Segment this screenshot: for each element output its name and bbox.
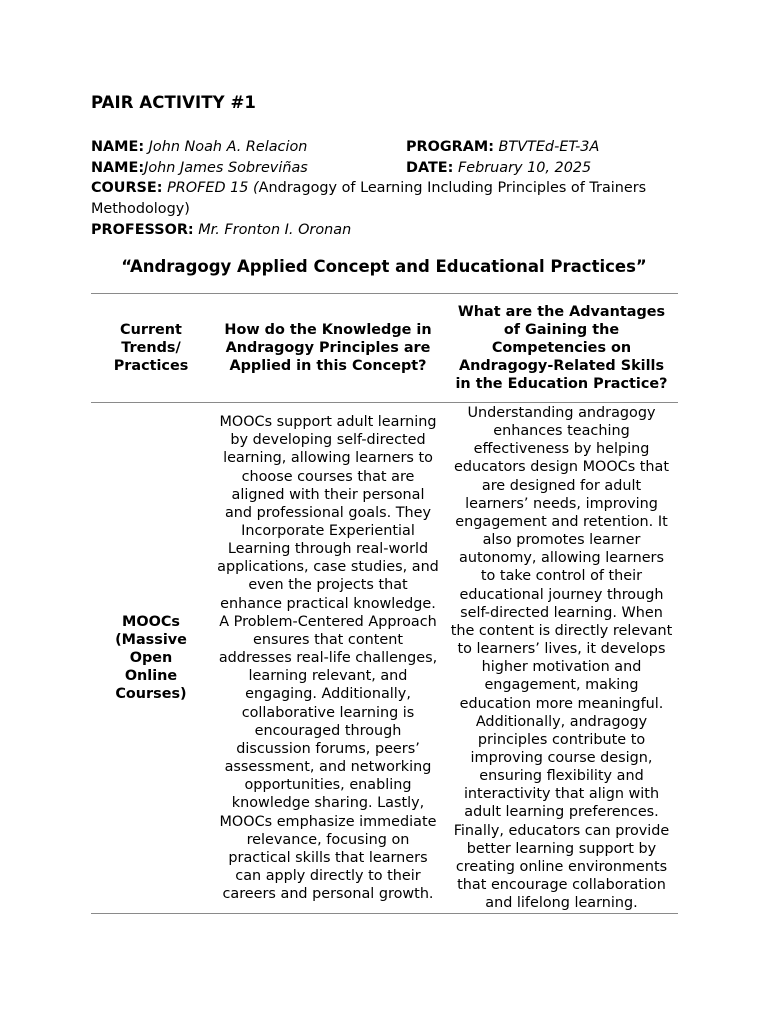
program-label: PROGRAM: bbox=[406, 139, 494, 155]
document-heading: “Andragogy Applied Concept and Educational Practices” bbox=[121, 257, 647, 276]
name-label-2: NAME: bbox=[91, 160, 145, 176]
course-label: COURSE: bbox=[91, 180, 163, 196]
column-header-practices: Current Trends/ Practices bbox=[91, 294, 211, 403]
professor-line bbox=[91, 220, 351, 240]
student-name-1: John Noah A. Relacion bbox=[148, 139, 308, 155]
name-label: NAME: bbox=[91, 139, 145, 155]
table-header-row bbox=[91, 294, 678, 403]
column-header-application: How do the Knowledge in Andragogy Principles are Applied in this Concept? bbox=[211, 294, 445, 403]
advantages-cell: Understanding andragogy enhances teaching effectiveness by helping educators design MOOCs that are designed for adult learners’ needs, improving engagement and retention. It also promotes learner autonomy, allowing learners to take control of their educational journey through self-directed learning. When the content is directly relevant to learners’ lives, it develops higher motivation and engagement, making education more meaningful. Additionally, andragogy principles contribute to improving course design, ensuring flexibility and interactivity that align with adult learning preferences. Finally, educators can provide better learning support by creating online environments that encourage collaboration and lifelong learning. bbox=[445, 403, 678, 914]
professor-label: PROFESSOR: bbox=[91, 222, 194, 238]
student-name-2: John James Sobreviñas bbox=[144, 160, 308, 176]
name-line-2 bbox=[91, 158, 308, 178]
activity-title: PAIR ACTIVITY #1 bbox=[91, 93, 256, 112]
application-cell: MOOCs support adult learning by developing self-directed learning, allowing learners to choose courses that are aligned with their personal and professional goals. They Incorporate Experiential Learning through real-world applications, case studies, and even the projects that enhance practical knowledge. A Problem-Centered Approach ensures that content addresses real-life challenges, learning relevant, and engaging. Additionally, collaborative learning is encouraged through discussion forums, peers’ assessment, and networking opportunities, enabling knowledge sharing. Lastly, MOOCs emphasize immediate relevance, focusing on practical skills that learners can apply directly to their careers and personal growth. bbox=[211, 403, 445, 914]
practice-cell: MOOCs (Massive Open Online Courses) bbox=[91, 403, 211, 914]
column-header-advantages: What are the Advantages of Gaining the Competencies on Andragogy-Related Skills in the Education Practice? bbox=[445, 294, 678, 403]
name-line-1 bbox=[91, 137, 307, 157]
course-line bbox=[91, 178, 681, 220]
course-code: PROFED 15 ( bbox=[167, 180, 259, 196]
concept-table bbox=[91, 293, 678, 914]
date-line bbox=[406, 158, 591, 178]
program-value: BTVTEd-ET-3A bbox=[498, 139, 600, 155]
table-row bbox=[91, 403, 678, 914]
date-value: February 10, 2025 bbox=[457, 160, 592, 176]
program-line bbox=[406, 137, 599, 157]
professor-name: Mr. Fronton I. Oronan bbox=[198, 222, 352, 238]
date-label: DATE: bbox=[406, 160, 454, 176]
course-description: Andragogy of Learning Including Principles of Trainers Methodology) bbox=[91, 180, 647, 217]
